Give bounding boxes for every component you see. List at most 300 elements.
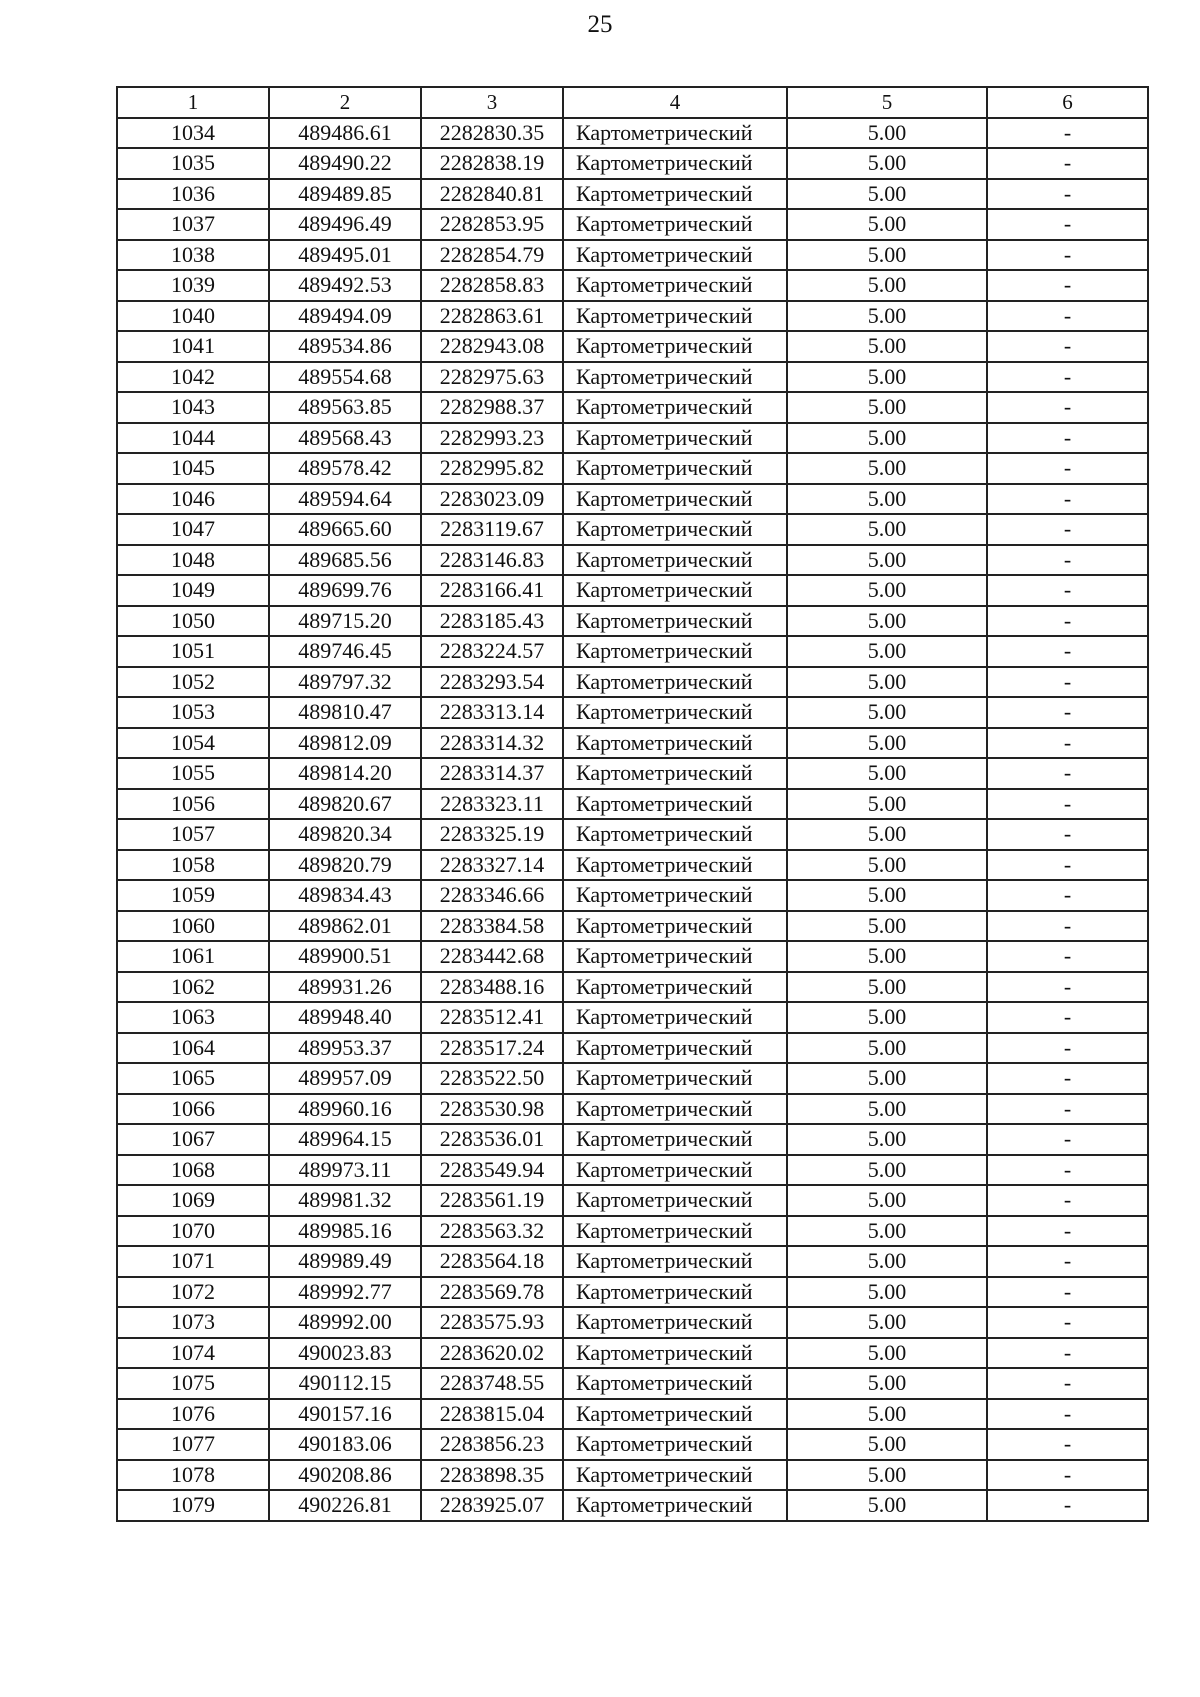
accuracy-cell: 5.00 <box>787 514 987 545</box>
table-row <box>117 545 1148 576</box>
method-cell: Картометрический <box>563 636 787 667</box>
table-row <box>117 789 1148 820</box>
y-coordinate-cell: 2283323.11 <box>421 789 563 820</box>
accuracy-cell: 5.00 <box>787 423 987 454</box>
accuracy-cell: 5.00 <box>787 1063 987 1094</box>
note-cell: - <box>987 880 1148 911</box>
accuracy-cell: 5.00 <box>787 880 987 911</box>
x-coordinate-cell: 489992.77 <box>269 1277 421 1308</box>
table-row <box>117 880 1148 911</box>
y-coordinate-cell: 2283530.98 <box>421 1094 563 1125</box>
y-coordinate-cell: 2282854.79 <box>421 240 563 271</box>
table-row <box>117 819 1148 850</box>
point-number-cell: 1069 <box>117 1185 269 1216</box>
method-cell: Картометрический <box>563 301 787 332</box>
table-row <box>117 1033 1148 1064</box>
y-coordinate-cell: 2283346.66 <box>421 880 563 911</box>
table-row <box>117 118 1148 149</box>
table-row <box>117 148 1148 179</box>
y-coordinate-cell: 2283512.41 <box>421 1002 563 1033</box>
y-coordinate-cell: 2283314.32 <box>421 728 563 759</box>
column-header-5: 5 <box>787 87 987 118</box>
accuracy-cell: 5.00 <box>787 758 987 789</box>
accuracy-cell: 5.00 <box>787 209 987 240</box>
y-coordinate-cell: 2283442.68 <box>421 941 563 972</box>
y-coordinate-cell: 2283856.23 <box>421 1429 563 1460</box>
page-number: 25 <box>587 11 613 38</box>
method-cell: Картометрический <box>563 758 787 789</box>
x-coordinate-cell: 489964.15 <box>269 1124 421 1155</box>
accuracy-cell: 5.00 <box>787 1368 987 1399</box>
coordinates-table <box>116 86 1149 1522</box>
table-row <box>117 1368 1148 1399</box>
note-cell: - <box>987 118 1148 149</box>
y-coordinate-cell: 2283569.78 <box>421 1277 563 1308</box>
y-coordinate-cell: 2283748.55 <box>421 1368 563 1399</box>
y-coordinate-cell: 2283185.43 <box>421 606 563 637</box>
x-coordinate-cell: 490183.06 <box>269 1429 421 1460</box>
accuracy-cell: 5.00 <box>787 118 987 149</box>
note-cell: - <box>987 1002 1148 1033</box>
note-cell: - <box>987 1124 1148 1155</box>
point-number-cell: 1077 <box>117 1429 269 1460</box>
y-coordinate-cell: 2282993.23 <box>421 423 563 454</box>
x-coordinate-cell: 489931.26 <box>269 972 421 1003</box>
point-number-cell: 1061 <box>117 941 269 972</box>
x-coordinate-cell: 489820.34 <box>269 819 421 850</box>
table-row <box>117 301 1148 332</box>
method-cell: Картометрический <box>563 1155 787 1186</box>
x-coordinate-cell: 489568.43 <box>269 423 421 454</box>
y-coordinate-cell: 2283561.19 <box>421 1185 563 1216</box>
column-header-4: 4 <box>563 87 787 118</box>
y-coordinate-cell: 2282838.19 <box>421 148 563 179</box>
method-cell: Картометрический <box>563 1368 787 1399</box>
y-coordinate-cell: 2282830.35 <box>421 118 563 149</box>
method-cell: Картометрический <box>563 606 787 637</box>
y-coordinate-cell: 2283517.24 <box>421 1033 563 1064</box>
table-row <box>117 575 1148 606</box>
note-cell: - <box>987 941 1148 972</box>
method-cell: Картометрический <box>563 1002 787 1033</box>
table-row <box>117 1460 1148 1491</box>
table-body <box>117 118 1148 1521</box>
accuracy-cell: 5.00 <box>787 148 987 179</box>
note-cell: - <box>987 301 1148 332</box>
x-coordinate-cell: 489989.49 <box>269 1246 421 1277</box>
note-cell: - <box>987 1094 1148 1125</box>
x-coordinate-cell: 489494.09 <box>269 301 421 332</box>
accuracy-cell: 5.00 <box>787 819 987 850</box>
point-number-cell: 1044 <box>117 423 269 454</box>
y-coordinate-cell: 2282858.83 <box>421 270 563 301</box>
table-row <box>117 850 1148 881</box>
table-row <box>117 1002 1148 1033</box>
note-cell: - <box>987 240 1148 271</box>
method-cell: Картометрический <box>563 850 787 881</box>
method-cell: Картометрический <box>563 545 787 576</box>
point-number-cell: 1059 <box>117 880 269 911</box>
y-coordinate-cell: 2283327.14 <box>421 850 563 881</box>
method-cell: Картометрический <box>563 209 787 240</box>
method-cell: Картометрический <box>563 1033 787 1064</box>
y-coordinate-cell: 2282995.82 <box>421 453 563 484</box>
note-cell: - <box>987 1338 1148 1369</box>
accuracy-cell: 5.00 <box>787 1246 987 1277</box>
accuracy-cell: 5.00 <box>787 850 987 881</box>
note-cell: - <box>987 606 1148 637</box>
table-row <box>117 728 1148 759</box>
table-row <box>117 270 1148 301</box>
note-cell: - <box>987 1185 1148 1216</box>
accuracy-cell: 5.00 <box>787 1460 987 1491</box>
point-number-cell: 1062 <box>117 972 269 1003</box>
method-cell: Картометрический <box>563 941 787 972</box>
x-coordinate-cell: 489812.09 <box>269 728 421 759</box>
table-row <box>117 209 1148 240</box>
y-coordinate-cell: 2283575.93 <box>421 1307 563 1338</box>
method-cell: Картометрический <box>563 1124 787 1155</box>
point-number-cell: 1063 <box>117 1002 269 1033</box>
method-cell: Картометрический <box>563 392 787 423</box>
table-row <box>117 1429 1148 1460</box>
accuracy-cell: 5.00 <box>787 941 987 972</box>
method-cell: Картометрический <box>563 911 787 942</box>
x-coordinate-cell: 489948.40 <box>269 1002 421 1033</box>
x-coordinate-cell: 489554.68 <box>269 362 421 393</box>
method-cell: Картометрический <box>563 1185 787 1216</box>
note-cell: - <box>987 667 1148 698</box>
y-coordinate-cell: 2283563.32 <box>421 1216 563 1247</box>
note-cell: - <box>987 1216 1148 1247</box>
x-coordinate-cell: 489973.11 <box>269 1155 421 1186</box>
x-coordinate-cell: 490208.86 <box>269 1460 421 1491</box>
x-coordinate-cell: 489862.01 <box>269 911 421 942</box>
method-cell: Картометрический <box>563 362 787 393</box>
accuracy-cell: 5.00 <box>787 1002 987 1033</box>
table-row <box>117 1155 1148 1186</box>
note-cell: - <box>987 1307 1148 1338</box>
point-number-cell: 1058 <box>117 850 269 881</box>
method-cell: Картометрический <box>563 1460 787 1491</box>
x-coordinate-cell: 489797.32 <box>269 667 421 698</box>
table-row <box>117 941 1148 972</box>
y-coordinate-cell: 2283536.01 <box>421 1124 563 1155</box>
method-cell: Картометрический <box>563 789 787 820</box>
point-number-cell: 1071 <box>117 1246 269 1277</box>
table-row <box>117 636 1148 667</box>
y-coordinate-cell: 2282853.95 <box>421 209 563 240</box>
y-coordinate-cell: 2283549.94 <box>421 1155 563 1186</box>
accuracy-cell: 5.00 <box>787 1033 987 1064</box>
point-number-cell: 1070 <box>117 1216 269 1247</box>
table-row <box>117 1124 1148 1155</box>
point-number-cell: 1045 <box>117 453 269 484</box>
accuracy-cell: 5.00 <box>787 911 987 942</box>
accuracy-cell: 5.00 <box>787 1124 987 1155</box>
table-row <box>117 1490 1148 1521</box>
point-number-cell: 1066 <box>117 1094 269 1125</box>
accuracy-cell: 5.00 <box>787 1277 987 1308</box>
note-cell: - <box>987 423 1148 454</box>
x-coordinate-cell: 489834.43 <box>269 880 421 911</box>
note-cell: - <box>987 514 1148 545</box>
column-header-6: 6 <box>987 87 1148 118</box>
note-cell: - <box>987 636 1148 667</box>
point-number-cell: 1037 <box>117 209 269 240</box>
accuracy-cell: 5.00 <box>787 240 987 271</box>
y-coordinate-cell: 2283314.37 <box>421 758 563 789</box>
accuracy-cell: 5.00 <box>787 1307 987 1338</box>
table-row <box>117 484 1148 515</box>
point-number-cell: 1046 <box>117 484 269 515</box>
method-cell: Картометрический <box>563 1094 787 1125</box>
x-coordinate-cell: 489495.01 <box>269 240 421 271</box>
table-row <box>117 972 1148 1003</box>
method-cell: Картометрический <box>563 575 787 606</box>
y-coordinate-cell: 2283325.19 <box>421 819 563 850</box>
x-coordinate-cell: 489810.47 <box>269 697 421 728</box>
table-row <box>117 179 1148 210</box>
header-row <box>117 87 1148 118</box>
accuracy-cell: 5.00 <box>787 362 987 393</box>
point-number-cell: 1050 <box>117 606 269 637</box>
point-number-cell: 1068 <box>117 1155 269 1186</box>
method-cell: Картометрический <box>563 1307 787 1338</box>
table-row <box>117 1246 1148 1277</box>
x-coordinate-cell: 489489.85 <box>269 179 421 210</box>
point-number-cell: 1040 <box>117 301 269 332</box>
note-cell: - <box>987 148 1148 179</box>
point-number-cell: 1041 <box>117 331 269 362</box>
accuracy-cell: 5.00 <box>787 972 987 1003</box>
point-number-cell: 1034 <box>117 118 269 149</box>
point-number-cell: 1047 <box>117 514 269 545</box>
point-number-cell: 1073 <box>117 1307 269 1338</box>
table-row <box>117 667 1148 698</box>
x-coordinate-cell: 490112.15 <box>269 1368 421 1399</box>
x-coordinate-cell: 489563.85 <box>269 392 421 423</box>
accuracy-cell: 5.00 <box>787 1490 987 1521</box>
note-cell: - <box>987 362 1148 393</box>
accuracy-cell: 5.00 <box>787 1399 987 1430</box>
note-cell: - <box>987 1063 1148 1094</box>
accuracy-cell: 5.00 <box>787 179 987 210</box>
method-cell: Картометрический <box>563 484 787 515</box>
x-coordinate-cell: 489715.20 <box>269 606 421 637</box>
method-cell: Картометрический <box>563 1277 787 1308</box>
note-cell: - <box>987 850 1148 881</box>
point-number-cell: 1039 <box>117 270 269 301</box>
x-coordinate-cell: 489490.22 <box>269 148 421 179</box>
method-cell: Картометрический <box>563 423 787 454</box>
accuracy-cell: 5.00 <box>787 545 987 576</box>
note-cell: - <box>987 1246 1148 1277</box>
accuracy-cell: 5.00 <box>787 270 987 301</box>
point-number-cell: 1072 <box>117 1277 269 1308</box>
x-coordinate-cell: 489814.20 <box>269 758 421 789</box>
x-coordinate-cell: 489985.16 <box>269 1216 421 1247</box>
y-coordinate-cell: 2283023.09 <box>421 484 563 515</box>
column-header-2: 2 <box>269 87 421 118</box>
note-cell: - <box>987 179 1148 210</box>
y-coordinate-cell: 2283522.50 <box>421 1063 563 1094</box>
note-cell: - <box>987 1277 1148 1308</box>
accuracy-cell: 5.00 <box>787 575 987 606</box>
method-cell: Картометрический <box>563 1063 787 1094</box>
x-coordinate-cell: 489594.64 <box>269 484 421 515</box>
table-row <box>117 697 1148 728</box>
method-cell: Картометрический <box>563 1338 787 1369</box>
note-cell: - <box>987 270 1148 301</box>
note-cell: - <box>987 758 1148 789</box>
method-cell: Картометрический <box>563 1246 787 1277</box>
table-row <box>117 911 1148 942</box>
x-coordinate-cell: 489820.67 <box>269 789 421 820</box>
note-cell: - <box>987 789 1148 820</box>
note-cell: - <box>987 453 1148 484</box>
note-cell: - <box>987 1399 1148 1430</box>
y-coordinate-cell: 2283119.67 <box>421 514 563 545</box>
table-row <box>117 514 1148 545</box>
point-number-cell: 1049 <box>117 575 269 606</box>
accuracy-cell: 5.00 <box>787 667 987 698</box>
table-row <box>117 392 1148 423</box>
table-row <box>117 240 1148 271</box>
table-row <box>117 1277 1148 1308</box>
note-cell: - <box>987 545 1148 576</box>
table-row <box>117 1399 1148 1430</box>
table-row <box>117 1338 1148 1369</box>
point-number-cell: 1067 <box>117 1124 269 1155</box>
accuracy-cell: 5.00 <box>787 1155 987 1186</box>
point-number-cell: 1075 <box>117 1368 269 1399</box>
point-number-cell: 1056 <box>117 789 269 820</box>
accuracy-cell: 5.00 <box>787 1429 987 1460</box>
note-cell: - <box>987 911 1148 942</box>
note-cell: - <box>987 697 1148 728</box>
y-coordinate-cell: 2283313.14 <box>421 697 563 728</box>
x-coordinate-cell: 489496.49 <box>269 209 421 240</box>
accuracy-cell: 5.00 <box>787 1216 987 1247</box>
method-cell: Картометрический <box>563 1429 787 1460</box>
accuracy-cell: 5.00 <box>787 1338 987 1369</box>
accuracy-cell: 5.00 <box>787 636 987 667</box>
method-cell: Картометрический <box>563 972 787 1003</box>
note-cell: - <box>987 1429 1148 1460</box>
x-coordinate-cell: 489486.61 <box>269 118 421 149</box>
y-coordinate-cell: 2283564.18 <box>421 1246 563 1277</box>
method-cell: Картометрический <box>563 1399 787 1430</box>
y-coordinate-cell: 2283620.02 <box>421 1338 563 1369</box>
note-cell: - <box>987 1033 1148 1064</box>
x-coordinate-cell: 489699.76 <box>269 575 421 606</box>
table-row <box>117 1307 1148 1338</box>
y-coordinate-cell: 2283488.16 <box>421 972 563 1003</box>
accuracy-cell: 5.00 <box>787 728 987 759</box>
point-number-cell: 1074 <box>117 1338 269 1369</box>
table-row <box>117 1185 1148 1216</box>
y-coordinate-cell: 2282863.61 <box>421 301 563 332</box>
note-cell: - <box>987 1155 1148 1186</box>
accuracy-cell: 5.00 <box>787 301 987 332</box>
note-cell: - <box>987 1368 1148 1399</box>
y-coordinate-cell: 2283146.83 <box>421 545 563 576</box>
table-row <box>117 423 1148 454</box>
point-number-cell: 1051 <box>117 636 269 667</box>
accuracy-cell: 5.00 <box>787 606 987 637</box>
point-number-cell: 1064 <box>117 1033 269 1064</box>
accuracy-cell: 5.00 <box>787 392 987 423</box>
y-coordinate-cell: 2283166.41 <box>421 575 563 606</box>
x-coordinate-cell: 489900.51 <box>269 941 421 972</box>
x-coordinate-cell: 489992.00 <box>269 1307 421 1338</box>
note-cell: - <box>987 819 1148 850</box>
y-coordinate-cell: 2283384.58 <box>421 911 563 942</box>
y-coordinate-cell: 2283925.07 <box>421 1490 563 1521</box>
accuracy-cell: 5.00 <box>787 697 987 728</box>
point-number-cell: 1048 <box>117 545 269 576</box>
note-cell: - <box>987 484 1148 515</box>
note-cell: - <box>987 1460 1148 1491</box>
note-cell: - <box>987 728 1148 759</box>
note-cell: - <box>987 1490 1148 1521</box>
point-number-cell: 1060 <box>117 911 269 942</box>
point-number-cell: 1055 <box>117 758 269 789</box>
point-number-cell: 1076 <box>117 1399 269 1430</box>
accuracy-cell: 5.00 <box>787 453 987 484</box>
y-coordinate-cell: 2283224.57 <box>421 636 563 667</box>
point-number-cell: 1057 <box>117 819 269 850</box>
x-coordinate-cell: 489746.45 <box>269 636 421 667</box>
method-cell: Картометрический <box>563 270 787 301</box>
accuracy-cell: 5.00 <box>787 331 987 362</box>
table-row <box>117 1094 1148 1125</box>
table-row <box>117 453 1148 484</box>
accuracy-cell: 5.00 <box>787 484 987 515</box>
y-coordinate-cell: 2282943.08 <box>421 331 563 362</box>
x-coordinate-cell: 489953.37 <box>269 1033 421 1064</box>
point-number-cell: 1052 <box>117 667 269 698</box>
point-number-cell: 1079 <box>117 1490 269 1521</box>
method-cell: Картометрический <box>563 514 787 545</box>
method-cell: Картометрический <box>563 148 787 179</box>
accuracy-cell: 5.00 <box>787 1094 987 1125</box>
method-cell: Картометрический <box>563 728 787 759</box>
method-cell: Картометрический <box>563 179 787 210</box>
note-cell: - <box>987 972 1148 1003</box>
table-row <box>117 362 1148 393</box>
method-cell: Картометрический <box>563 667 787 698</box>
y-coordinate-cell: 2282975.63 <box>421 362 563 393</box>
method-cell: Картометрический <box>563 1490 787 1521</box>
method-cell: Картометрический <box>563 1216 787 1247</box>
y-coordinate-cell: 2283815.04 <box>421 1399 563 1430</box>
point-number-cell: 1036 <box>117 179 269 210</box>
point-number-cell: 1035 <box>117 148 269 179</box>
point-number-cell: 1054 <box>117 728 269 759</box>
point-number-cell: 1078 <box>117 1460 269 1491</box>
column-header-3: 3 <box>421 87 563 118</box>
x-coordinate-cell: 490157.16 <box>269 1399 421 1430</box>
x-coordinate-cell: 489685.56 <box>269 545 421 576</box>
y-coordinate-cell: 2283293.54 <box>421 667 563 698</box>
point-number-cell: 1042 <box>117 362 269 393</box>
method-cell: Картометрический <box>563 240 787 271</box>
table-row <box>117 758 1148 789</box>
method-cell: Картометрический <box>563 819 787 850</box>
x-coordinate-cell: 489578.42 <box>269 453 421 484</box>
